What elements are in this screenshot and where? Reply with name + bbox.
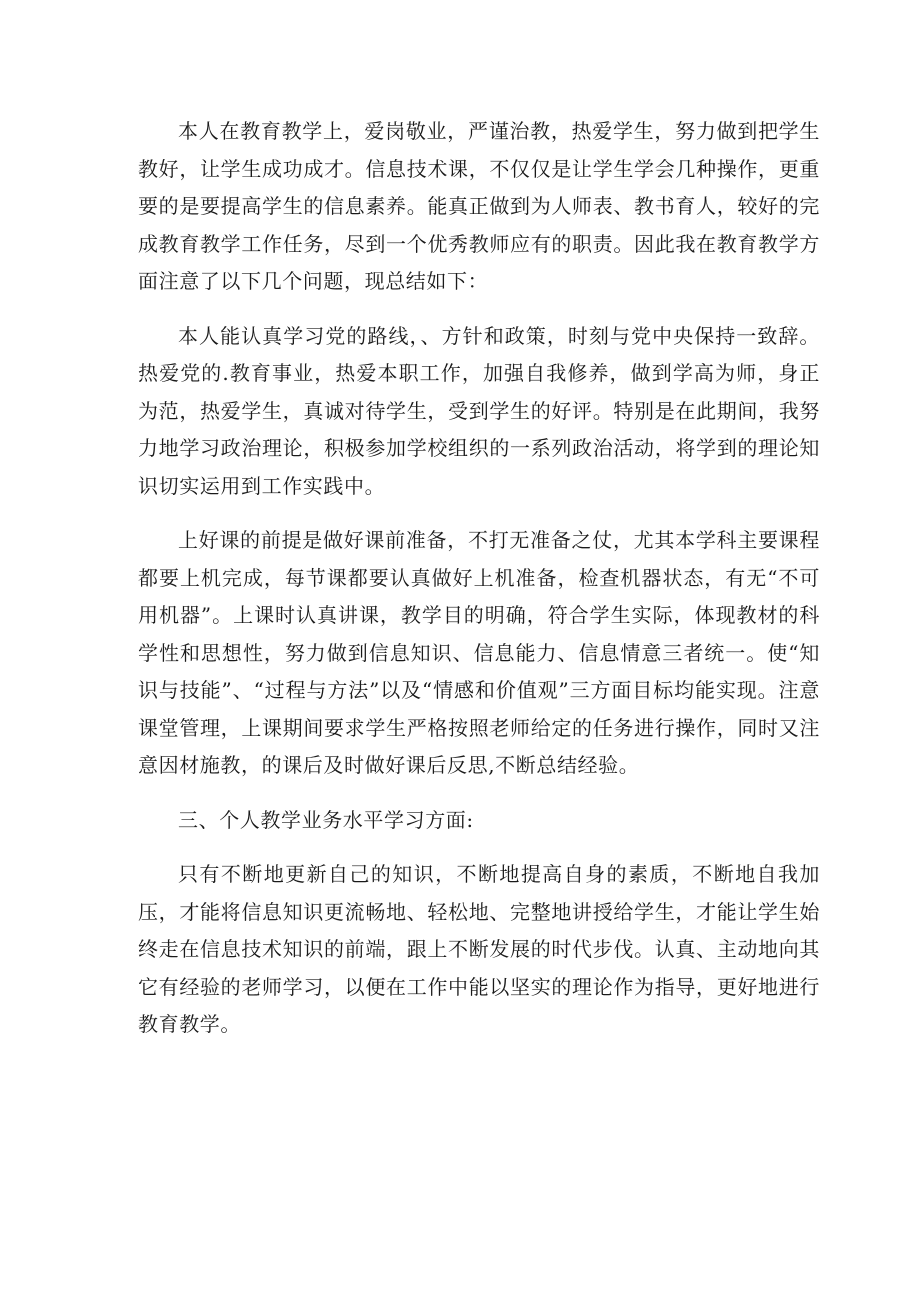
section-heading-professional-study: 三、个人教学业务水平学习方面: — [178, 807, 474, 832]
paragraph-intro: 本人在教育教学上，爱岗敬业，严谨治教，热爱学生，努力做到把学生教好，让学生成功成才。信息技术课，不仅仅是让学生学会几种操作，更重要的是要提高学生的信息素养。能真正做到为人师表、教书育人，较好的完成教育教学工作任务，尽到一个优秀教师应有的职责。因此我在教育教学方面注意了以下几个问题，现总结如下： — [138, 119, 820, 293]
paragraph-political-study: 本人能认真学习党的路线，、方针和政策，时刻与党中央保持一致辞。热爱党的.教育事业，热爱本职工作，加强自我修养，做到学高为师，身正为范，热爱学生，真诚对待学生，受到学生的好评。特别是在此期间，我努力地学习政治理论，积极参加学校组织的一系列政治活动，将学到的理论知识切实运用到工作实践中。 — [138, 323, 820, 498]
paragraph-lesson-preparation: 上好课的前提是做好课前准备，不打无准备之仗，尤其本学科主要课程都要上机完成，每节课都要认真做好上机准备，检查机器状态，有无“不可用机器”。上课时认真讲课，教学目的明确，符合学生实际，体现教材的科学性和思想性，努力做到信息知识、信息能力、信息情意三者统一。使“知识与技能”、“过程与方法”以及“情感和价值观”三方面目标均能实现。注意课堂管理，上课期间要求学生严格按照老师给定的任务进行操作，同时又注意因材施教，的课后及时做好课后反思,不断总结经验。 — [138, 528, 820, 777]
paragraph-professional-study: 只有不断地更新自己的知识，不断地提高自身的素质，不断地自我加压，才能将信息知识更流畅地、轻松地、完整地讲授给学生，才能让学生始终走在信息技术知识的前端，跟上不断发展的时代步伐。认真、主动地向其它有经验的老师学习，以便在工作中能以坚实的理论作为指导，更好地进行教育教学。 — [138, 862, 820, 1036]
